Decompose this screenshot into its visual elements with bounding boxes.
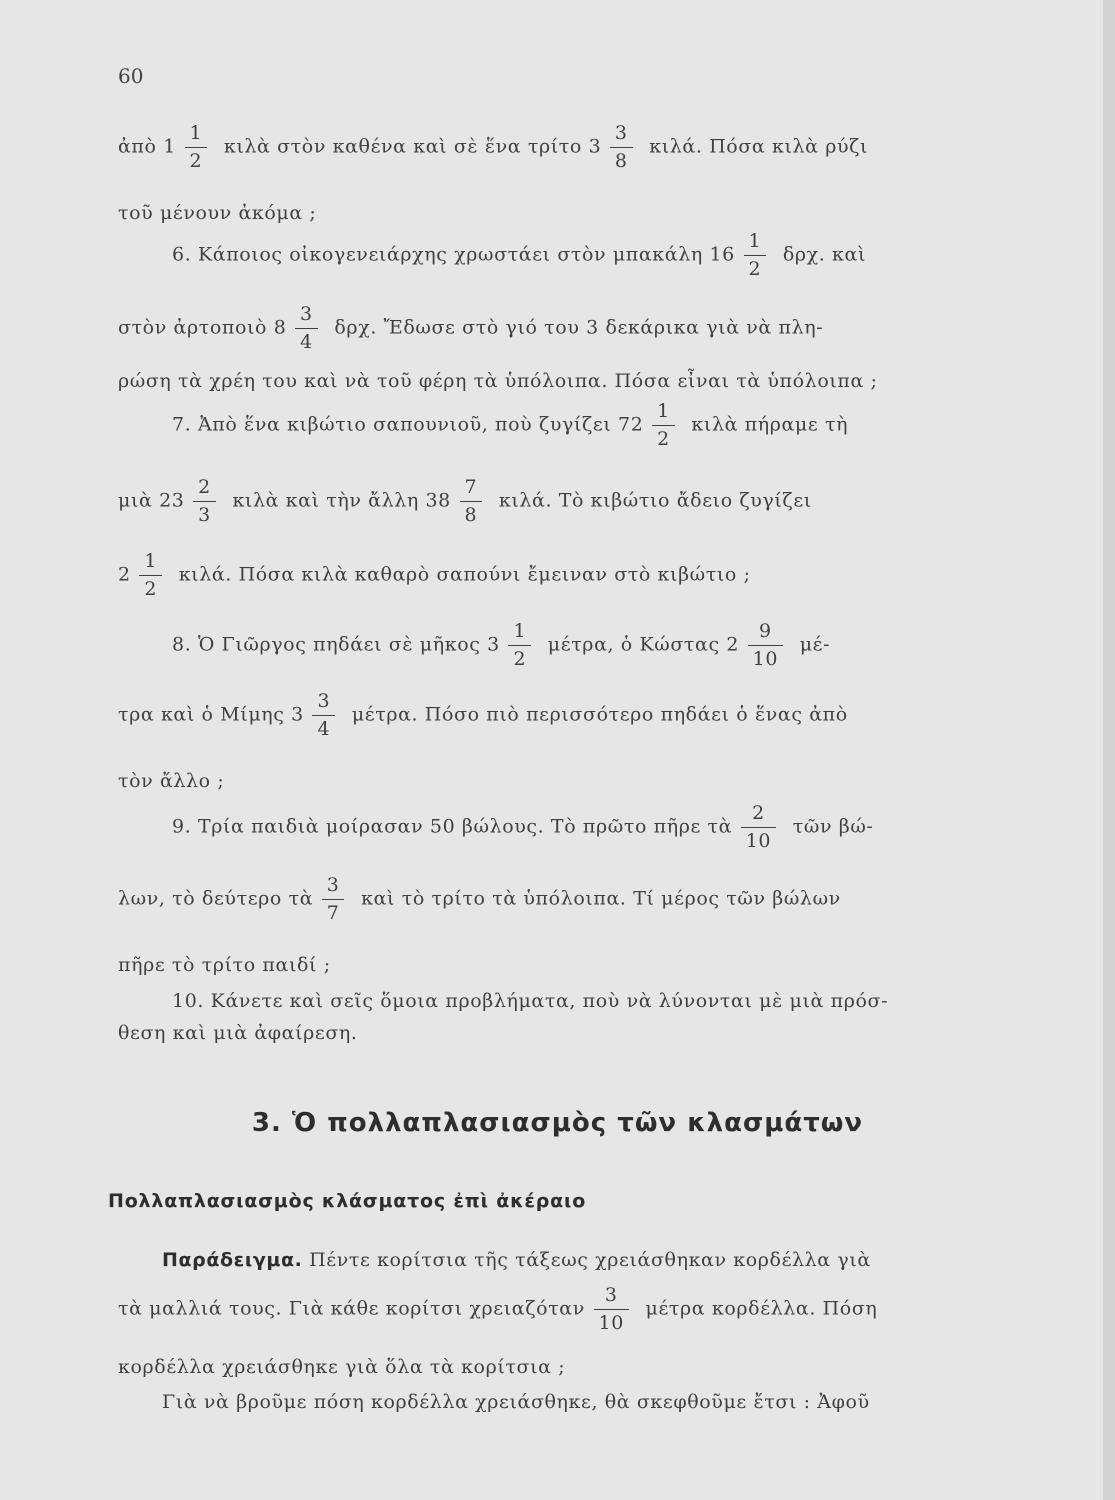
- fraction: $\frac{1}{2}$: [139, 552, 162, 599]
- text-line: 2 $\frac{1}{2}$ κιλά. Πόσα κιλὰ καθαρὸ σαπούνι ἔμειναν στὸ κιβώτιο ;: [118, 550, 751, 600]
- fraction: $\frac{3}{10}$: [594, 1286, 629, 1333]
- text-line: πῆρε τὸ τρίτο παιδί ;: [118, 954, 331, 976]
- text-line: κορδέλλα χρειάσθηκε γιὰ ὅλα τὰ κορίτσια ;: [118, 1356, 566, 1378]
- text-line: θεση καὶ μιὰ ἀφαίρεση.: [118, 1022, 358, 1044]
- text-line: Παράδειγμα. Πέντε κορίτσια τῆς τάξεως χρειάσθηκαν κορδέλλα γιὰ: [162, 1249, 871, 1271]
- fraction: $\frac{3}{4}$: [295, 305, 318, 352]
- section-title: 3. Ὁ πολλαπλασιασμὸς τῶν κλασμάτων: [251, 1108, 864, 1138]
- fraction: $\frac{1}{2}$: [185, 124, 208, 171]
- text-line: λων, τὸ δεύτερο τὰ $\frac{3}{7}$ καὶ τὸ τρίτο τὰ ὑπόλοιπα. Τί μέρος τῶν βώλων: [118, 874, 841, 924]
- text-line: στὸν ἀρτοποιὸ 8 $\frac{3}{4}$ δρχ. Ἔδωσε στὸ γιό του 3 δεκάρικα γιὰ νὰ πλη-: [118, 303, 824, 353]
- text-line: 8. Ὁ Γιῶργος πηδάει σὲ μῆκος 3 $\frac{1}{2}$ μέτρα, ὁ Κώστας 2 $\frac{9}{10}$ μέ-: [172, 620, 831, 670]
- text-line: τοῦ μένουν ἀκόμα ;: [118, 202, 317, 224]
- fraction: $\frac{3}{8}$: [610, 124, 633, 171]
- text-line: μιὰ 23 $\frac{2}{3}$ κιλὰ καὶ τὴν ἄλλη 38 $\frac{7}{8}$ κιλά. Τὸ κιβώτιο ἄδειο ζυγίζει: [118, 476, 812, 526]
- example-label: Παράδειγμα.: [162, 1249, 303, 1271]
- fraction: $\frac{7}{8}$: [460, 478, 483, 525]
- text-line: Γιὰ νὰ βροῦμε πόση κορδέλλα χρειάσθηκε, θὰ σκεφθοῦμε ἔτσι : Ἀφοῦ: [162, 1391, 870, 1413]
- fraction: $\frac{3}{4}$: [312, 692, 335, 739]
- text-line: 6. Κάποιος οἰκογενειάρχης χρωστάει στὸν μπακάλη 16 $\frac{1}{2}$ δρχ. καὶ: [172, 230, 867, 280]
- text-line: ρώση τὰ χρέη του καὶ νὰ τοῦ φέρη τὰ ὑπόλοιπα. Πόσα εἶναι τὰ ὑπόλοιπα ;: [118, 370, 878, 392]
- page-number: 60: [118, 64, 144, 88]
- text-line: 10. Κάνετε καὶ σεῖς ὅμοια προβλήματα, ποὺ νὰ λύνονται μὲ μιὰ πρόσ-: [172, 990, 889, 1012]
- text-line: τρα καὶ ὁ Μίμης 3 $\frac{3}{4}$ μέτρα. Πόσο πιὸ περισσότερο πηδάει ὁ ἕνας ἀπὸ: [118, 690, 848, 740]
- page-edge-shadow: [1103, 0, 1115, 1500]
- fraction: $\frac{3}{7}$: [322, 876, 345, 923]
- text-line: 9. Τρία παιδιὰ μοίρασαν 50 βώλους. Τὸ πρῶτο πῆρε τὰ $\frac{2}{10}$ τῶν βώ-: [172, 802, 874, 852]
- fraction: $\frac{2}{10}$: [741, 804, 776, 851]
- subheading: Πολλαπλασιασμὸς κλάσματος ἐπὶ ἀκέραιο: [108, 1190, 587, 1212]
- text-line: τὰ μαλλιά τους. Γιὰ κάθε κορίτσι χρειαζόταν $\frac{3}{10}$ μέτρα κορδέλλα. Πόση: [118, 1284, 878, 1334]
- fraction: $\frac{9}{10}$: [748, 622, 783, 669]
- text-line: ἀπὸ 1 $\frac{1}{2}$ κιλὰ στὸν καθένα καὶ σὲ ἕνα τρίτο 3 $\frac{3}{8}$ κιλά. Πόσα κιλὰ ρύζι: [118, 122, 869, 172]
- fraction: $\frac{1}{2}$: [652, 402, 675, 449]
- fraction: $\frac{2}{3}$: [193, 478, 216, 525]
- text-line: τὸν ἄλλο ;: [118, 770, 225, 792]
- text-line: 7. Ἀπὸ ἕνα κιβώτιο σαπουνιοῦ, ποὺ ζυγίζει 72 $\frac{1}{2}$ κιλὰ πήραμε τὴ: [172, 400, 849, 450]
- fraction: $\frac{1}{2}$: [508, 622, 531, 669]
- fraction: $\frac{1}{2}$: [744, 232, 767, 279]
